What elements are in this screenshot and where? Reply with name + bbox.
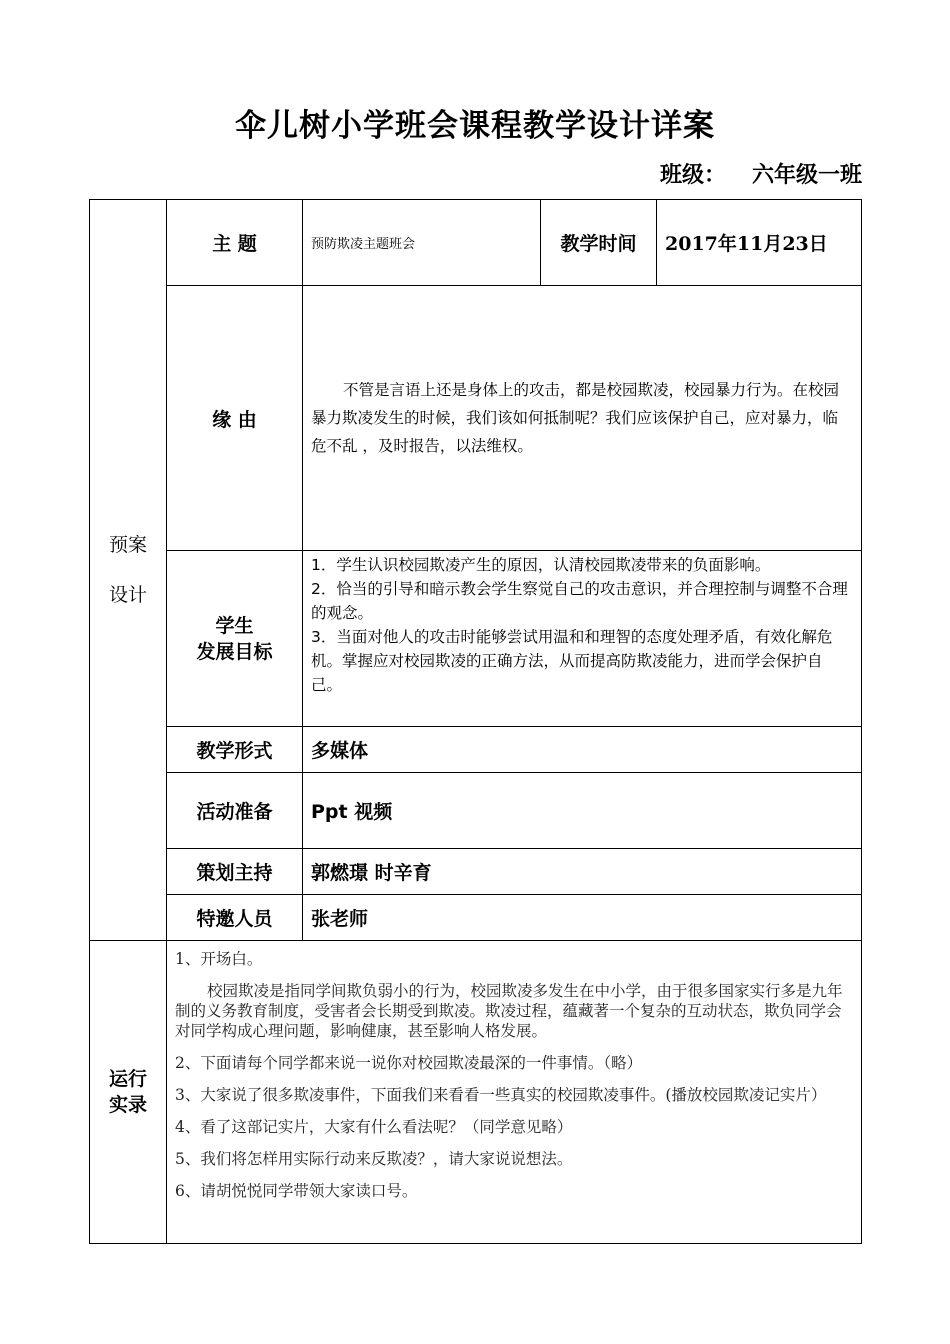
prep-label: 活动准备 <box>167 773 303 849</box>
section-plan-line-1: 预案 <box>108 534 147 556</box>
class-value: 六年级一班 <box>751 163 862 188</box>
topic-value: 预防欺凌主题班会 <box>303 200 541 286</box>
row-record <box>90 941 862 1244</box>
record-item: 2、下面请每个同学都来说一说你对校园欺凌最深的一件事情。（略） <box>175 1054 643 1072</box>
section-record-line-2: 实录 <box>108 1094 147 1116</box>
record-content <box>167 941 862 1244</box>
host-label: 策划主持 <box>167 849 303 895</box>
row-reason <box>90 286 862 551</box>
section-record-cell <box>90 941 167 1244</box>
guest-value: 张老师 <box>303 895 862 941</box>
row-host <box>90 849 862 895</box>
time-label: 教学时间 <box>541 200 657 286</box>
document-title: 伞儿树小学班会课程教学设计详案 <box>235 108 715 144</box>
form-label: 教学形式 <box>167 727 303 773</box>
goals-label <box>167 551 303 727</box>
record-item: 3、大家说了很多欺凌事件，下面我们来看看一些真实的校园欺凌事件。(播放校园欺凌记实片） <box>175 1086 827 1104</box>
row-goals <box>90 551 862 727</box>
class-label: 班级： <box>659 163 726 188</box>
goals-label-line-2: 发展目标 <box>196 640 273 663</box>
topic-label: 主 题 <box>167 200 303 286</box>
reason-value: 不管是言语上还是身体上的攻击，都是校园欺凌，校园暴力行为。在校园暴力欺凌发生的时候，我们该如何抵制呢？我们应该保护自己，应对暴力，临危不乱 ，及时报告，以法维权。 <box>303 286 862 551</box>
row-prep <box>90 773 862 849</box>
host-value: 郭燃璟 时辛育 <box>303 849 862 895</box>
section-plan-cell <box>90 200 167 941</box>
record-item: 5、我们将怎样用实际行动来反欺凌？，请大家说说想法。 <box>175 1150 573 1168</box>
row-form <box>90 727 862 773</box>
record-item: 4、看了这部记实片，大家有什么看法呢？（同学意见略） <box>175 1118 573 1136</box>
record-item: 1、开场白。 <box>175 950 263 968</box>
goals-label-line-1: 学生 <box>215 614 254 637</box>
time-value: 2017年11月23日 <box>657 200 862 286</box>
goal-item: 3．当面对他人的攻击时能够尝试用温和和理智的态度处理矛盾，有效化解危机。掌握应对校园欺凌的正确方法，从而提高防欺凌能力，进而学会保护自己。 <box>311 628 833 694</box>
record-item: 校园欺凌是指同学间欺负弱小的行为，校园欺凌多发生在中小学，由于很多国家实行多是九年制的义务教育制度，受害者会长期受到欺凌。欺凌过程，蕴藏著一个复杂的互动状态，欺负同学会对同学构成心理问题，影响健康，甚至影响人格发展。 <box>175 982 843 1040</box>
goal-item: 2．恰当的引导和暗示教会学生察觉自己的攻击意识，并合理控制与调整不合理的观念。 <box>311 580 848 622</box>
row-guest <box>90 895 862 941</box>
class-info <box>660 158 862 189</box>
section-record-line-1: 运行 <box>108 1068 147 1090</box>
section-plan-line-2: 设计 <box>108 584 147 606</box>
reason-label: 缘 由 <box>167 286 303 551</box>
record-item: 6、请胡悦悦同学带领大家读口号。 <box>175 1182 418 1200</box>
guest-label: 特邀人员 <box>167 895 303 941</box>
form-value: 多媒体 <box>303 727 862 773</box>
lesson-plan-table <box>89 199 862 1244</box>
row-topic <box>90 200 862 286</box>
goal-item: 1．学生认识校园欺凌产生的原因，认清校园欺凌带来的负面影响。 <box>311 556 771 574</box>
prep-value: Ppt 视频 <box>303 773 862 849</box>
goals-list <box>303 551 862 727</box>
